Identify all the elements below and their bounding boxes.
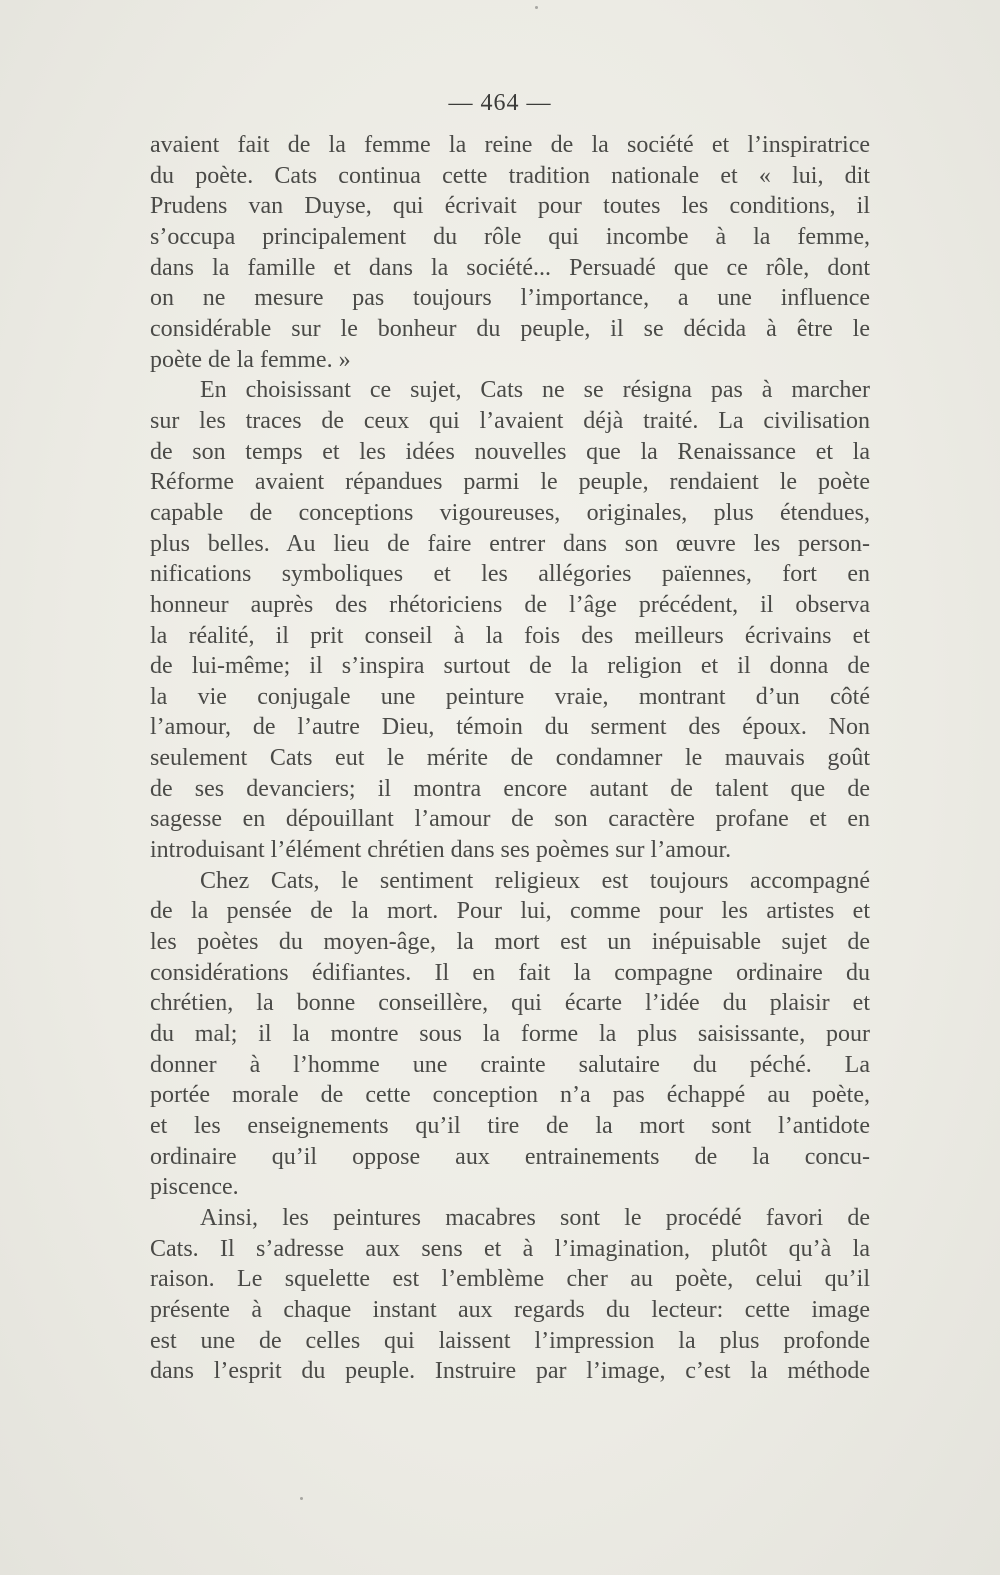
text-line: sagesse en dépouillant l’amour de son caractère profane et en	[150, 806, 870, 833]
text-line: piscence.	[150, 1174, 239, 1201]
text-line: donner à l’homme une crainte salutaire du péché. La	[150, 1051, 870, 1078]
text-line: chrétien, la bonne conseillère, qui écarte l’idée du plaisir et	[150, 990, 870, 1017]
text-line: capable de conceptions vigoureuses, originales, plus étendues,	[150, 499, 870, 526]
text-line: de son temps et les idées nouvelles que la Renaissance et la	[150, 438, 870, 465]
text-line: la réalité, il prit conseil à la fois des meilleurs écrivains et	[150, 622, 870, 649]
text-line: l’amour, de l’autre Dieu, témoin du serment des époux. Non	[150, 714, 870, 741]
text-line: Prudens van Duyse, qui écrivait pour toutes les conditions, il	[150, 193, 870, 220]
text-line: s’occupa principalement du rôle qui incombe à la femme,	[150, 223, 870, 250]
text-line: les poètes du moyen-âge, la mort est un inépuisable sujet de	[150, 929, 870, 956]
text-line: considérable sur le bonheur du peuple, il se décida à être le	[150, 315, 870, 342]
text-line: avaient fait de la femme la reine de la société et l’inspiratrice	[150, 132, 870, 158]
text-line: présente à chaque instant aux regards du lecteur: cette image	[150, 1296, 870, 1323]
text-line: la vie conjugale une peinture vraie, montrant d’un côté	[150, 683, 870, 710]
text-line: dans la famille et dans la société... Persuadé que ce rôle, dont	[150, 254, 870, 281]
text-line: sur les traces de ceux qui l’avaient déjà traité. La civilisation	[150, 407, 870, 434]
text-line: raison. Le squelette est l’emblème cher au poète, celui qu’il	[150, 1266, 870, 1293]
text-line: de lui-même; il s’inspira surtout de la religion et il donna de	[150, 653, 870, 680]
paragraph	[150, 866, 870, 1203]
text-line: portée morale de cette conception n’a pas échappé au poète,	[150, 1082, 870, 1109]
text-line: seulement Cats eut le mérite de condamner le mauvais goût	[150, 745, 870, 772]
text-line: plus belles. Au lieu de faire entrer dans son œuvre les person-	[150, 530, 870, 557]
text-line: de la pensée de la mort. Pour lui, comme pour les artistes et	[150, 898, 870, 925]
paragraph	[150, 1203, 870, 1387]
paper-speck	[535, 6, 538, 9]
page-number: — 464 —	[448, 90, 552, 116]
text-line: et les enseignements qu’il tire de la mort sont l’antidote	[150, 1113, 870, 1139]
paragraph	[150, 375, 870, 866]
text-line: introduisant l’élément chrétien dans ses poèmes sur l’amour.	[150, 837, 732, 864]
text-line: est une de celles qui laissent l’impression la plus profonde	[150, 1327, 870, 1354]
text-line: Ainsi, les peintures macabres sont le procédé favori de	[200, 1204, 870, 1231]
text-line: considérations édifiantes. Il en fait la compagne ordinaire du	[150, 959, 870, 986]
text-line: Réforme avaient répandues parmi le peuple, rendaient le poète	[150, 469, 870, 496]
text-line: du poète. Cats continua cette tradition nationale et « lui, dit	[150, 162, 870, 189]
text-line: Cats. Il s’adresse aux sens et à l’imagination, plutôt qu’à la	[150, 1235, 870, 1262]
paper-speck	[300, 1497, 303, 1500]
text-line: poète de la femme. »	[150, 346, 351, 373]
text-line: on ne mesure pas toujours l’importance, a une influence	[150, 285, 870, 312]
text-line: En choisissant ce sujet, Cats ne se résigna pas à marcher	[200, 377, 870, 404]
body-text	[150, 130, 870, 1387]
text-line: ordinaire qu’il oppose aux entrainements de la concu-	[150, 1143, 870, 1170]
text-line: du mal; il la montre sous la forme la plus saisissante, pour	[150, 1021, 870, 1048]
paragraph	[150, 130, 870, 375]
text-line: nifications symboliques et les allégories païennes, fort en	[150, 561, 870, 588]
text-line: de ses devanciers; il montra encore autant de talent que de	[150, 775, 870, 802]
text-line: dans l’esprit du peuple. Instruire par l’image, c’est la méthode	[150, 1358, 870, 1385]
text-line: honneur auprès des rhétoriciens de l’âge précédent, il observa	[150, 591, 870, 618]
text-line: Chez Cats, le sentiment religieux est toujours accompagné	[200, 867, 870, 894]
